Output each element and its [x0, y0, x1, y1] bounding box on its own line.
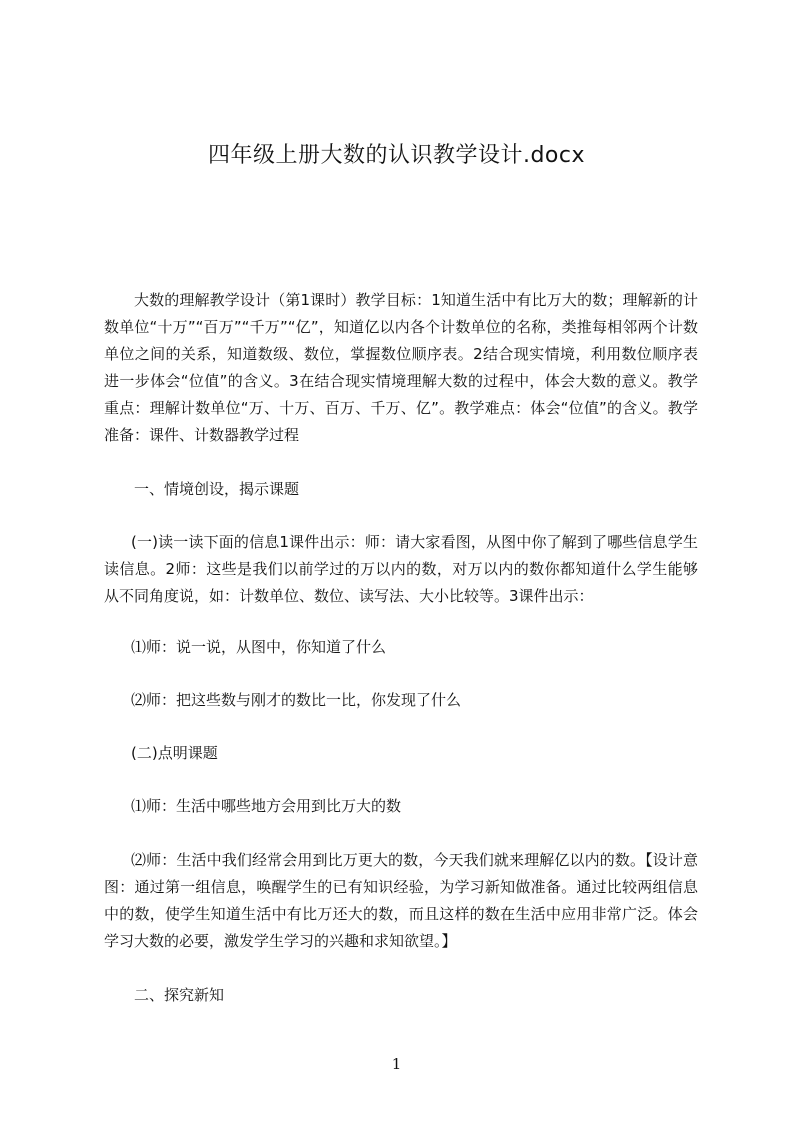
paragraph-objectives: 大数的理解教学设计（第1课时）教学目标：1知道生活中有比万大的数；理解新的计数单位“十万”“百万”“千万”“亿”，知道亿以内各个计数单位的名称，类推每相邻两个计数单位之间的关系，知道数级、数位，掌握数位顺序表。2结合现实情境，利用数位顺序表进一步体会“位值”的含义。3在结合现实情境理解大数的过程中，体会大数的意义。教学重点：理解计数单位“万、十万、百万、千万、亿”。教学难点：体会“位值”的含义。教学准备：课件、计数器教学过程: [104, 291, 698, 444]
paragraph-step-3: ⑴师：生活中哪些地方会用到比万大的数: [131, 797, 402, 815]
paragraph-subtitle-2: (二)点明课题: [131, 744, 218, 762]
paragraph-step-2: ⑵师：把这些数与刚才的数比一比，你发现了什么: [131, 691, 462, 709]
page-number: 1: [391, 1055, 402, 1073]
document-title: 四年级上册大数的认识教学设计.docx: [207, 143, 586, 168]
paragraph-design-intent: ⑵师：生活中我们经常会用到比万更大的数，今天我们就来理解亿以内的数。【设计意图：通过第一组信息，唤醒学生的已有知识经验，为学习新知做准备。通过比较两组信息中的数，使学生知道生活中有比万还大的数，而且这样的数在生活中应用非常广泛。体会学习大数的必要，激发学生学习的兴趣和求知欲望。】: [104, 851, 698, 950]
paragraph-step-1: ⑴师：说一说，从图中，你知道了什么: [131, 638, 387, 656]
section-heading-1: 一、情境创设，揭示课题: [134, 480, 300, 498]
paragraph-reading-info: (一)读一读下面的信息1课件出示：师：请大家看图，从图中你了解到了哪些信息学生读信息。2师：这些是我们以前学过的万以内的数，对万以内的数你都知道什么学生能够从不同角度说，如：计数单位、数位、读写法、大小比较等。3课件出示：: [104, 533, 698, 605]
section-heading-2: 二、探究新知: [134, 986, 225, 1004]
